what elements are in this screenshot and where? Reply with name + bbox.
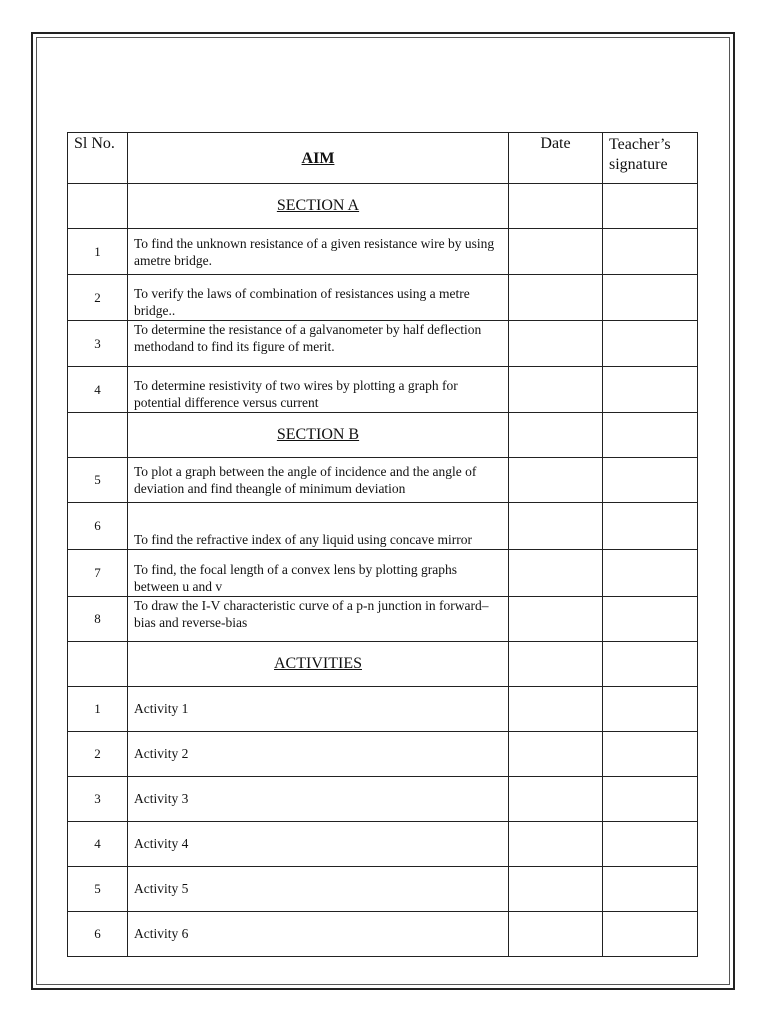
row-date-cell bbox=[509, 822, 603, 867]
row-aim: To determine resistivity of two wires by plotting a graph for potential difference versus current bbox=[128, 367, 509, 413]
row-signature-cell bbox=[603, 597, 698, 642]
row-signature-cell bbox=[603, 321, 698, 367]
row-number: 5 bbox=[68, 867, 128, 912]
row-signature-cell bbox=[603, 229, 698, 275]
row-number: 5 bbox=[68, 458, 128, 503]
header-date: Date bbox=[509, 133, 603, 184]
row-date-cell bbox=[509, 732, 603, 777]
row-signature-cell bbox=[603, 458, 698, 503]
table-row bbox=[68, 822, 698, 867]
row-date-cell bbox=[509, 687, 603, 732]
table-row bbox=[68, 597, 698, 642]
row-number: 2 bbox=[68, 275, 128, 321]
row-signature-cell bbox=[603, 550, 698, 597]
section-title: SECTION A bbox=[128, 184, 509, 229]
section-title: ACTIVITIES bbox=[128, 642, 509, 687]
row-date-cell bbox=[509, 275, 603, 321]
row-aim: Activity 1 bbox=[128, 687, 509, 732]
row-aim: Activity 5 bbox=[128, 867, 509, 912]
row-number: 4 bbox=[68, 367, 128, 413]
row-date-cell bbox=[509, 503, 603, 550]
table-row bbox=[68, 777, 698, 822]
row-aim: To find, the focal length of a convex lens by plotting graphs between u and v bbox=[128, 550, 509, 597]
row-aim: To determine the resistance of a galvanometer by half deflection methodand to find its figure of merit. bbox=[128, 321, 509, 367]
table-row bbox=[68, 229, 698, 275]
row-date-cell bbox=[509, 458, 603, 503]
row-signature-cell bbox=[603, 687, 698, 732]
table-row bbox=[68, 367, 698, 413]
row-aim: To draw the I-V characteristic curve of a p-n junction in forward–bias and reverse-bias bbox=[128, 597, 509, 642]
row-aim: Activity 4 bbox=[128, 822, 509, 867]
row-aim: Activity 2 bbox=[128, 732, 509, 777]
row-signature-cell bbox=[603, 275, 698, 321]
row-date-cell bbox=[509, 597, 603, 642]
row-date-cell bbox=[509, 912, 603, 957]
section-row bbox=[68, 642, 698, 687]
row-signature-cell bbox=[603, 867, 698, 912]
row-date-cell bbox=[509, 777, 603, 822]
row-date-cell bbox=[509, 367, 603, 413]
header-row bbox=[68, 133, 698, 184]
row-date-cell bbox=[509, 867, 603, 912]
row-aim: To find the refractive index of any liquid using concave mirror bbox=[128, 503, 509, 550]
row-number: 6 bbox=[68, 503, 128, 550]
row-aim: Activity 3 bbox=[128, 777, 509, 822]
table-row bbox=[68, 732, 698, 777]
section-title: SECTION B bbox=[128, 413, 509, 458]
row-date-cell bbox=[509, 550, 603, 597]
row-number: 4 bbox=[68, 822, 128, 867]
row-date-cell bbox=[509, 229, 603, 275]
row-aim: To plot a graph between the angle of incidence and the angle of deviation and find theangle of minimum deviation bbox=[128, 458, 509, 503]
row-signature-cell bbox=[603, 503, 698, 550]
table-row bbox=[68, 503, 698, 550]
row-aim: Activity 6 bbox=[128, 912, 509, 957]
header-teacher-signature: Teacher’s signature bbox=[603, 133, 698, 184]
table-row bbox=[68, 550, 698, 597]
row-signature-cell bbox=[603, 822, 698, 867]
row-signature-cell bbox=[603, 912, 698, 957]
row-date-cell bbox=[509, 321, 603, 367]
row-signature-cell bbox=[603, 777, 698, 822]
table-row bbox=[68, 321, 698, 367]
row-number: 6 bbox=[68, 912, 128, 957]
section-row bbox=[68, 184, 698, 229]
table-row bbox=[68, 867, 698, 912]
row-number: 3 bbox=[68, 321, 128, 367]
table-row bbox=[68, 458, 698, 503]
table-row bbox=[68, 912, 698, 957]
row-aim: To find the unknown resistance of a given resistance wire by using ametre bridge. bbox=[128, 229, 509, 275]
header-aim: AIM bbox=[128, 133, 509, 184]
row-number: 2 bbox=[68, 732, 128, 777]
row-number: 7 bbox=[68, 550, 128, 597]
row-number: 1 bbox=[68, 229, 128, 275]
table-row bbox=[68, 687, 698, 732]
table-row bbox=[68, 275, 698, 321]
row-number: 1 bbox=[68, 687, 128, 732]
practical-register-table bbox=[67, 132, 698, 957]
header-sl-no: Sl No. bbox=[68, 133, 128, 184]
row-signature-cell bbox=[603, 732, 698, 777]
row-number: 8 bbox=[68, 597, 128, 642]
section-row bbox=[68, 413, 698, 458]
row-number: 3 bbox=[68, 777, 128, 822]
row-signature-cell bbox=[603, 367, 698, 413]
row-aim: To verify the laws of combination of resistances using a metre bridge.. bbox=[128, 275, 509, 321]
